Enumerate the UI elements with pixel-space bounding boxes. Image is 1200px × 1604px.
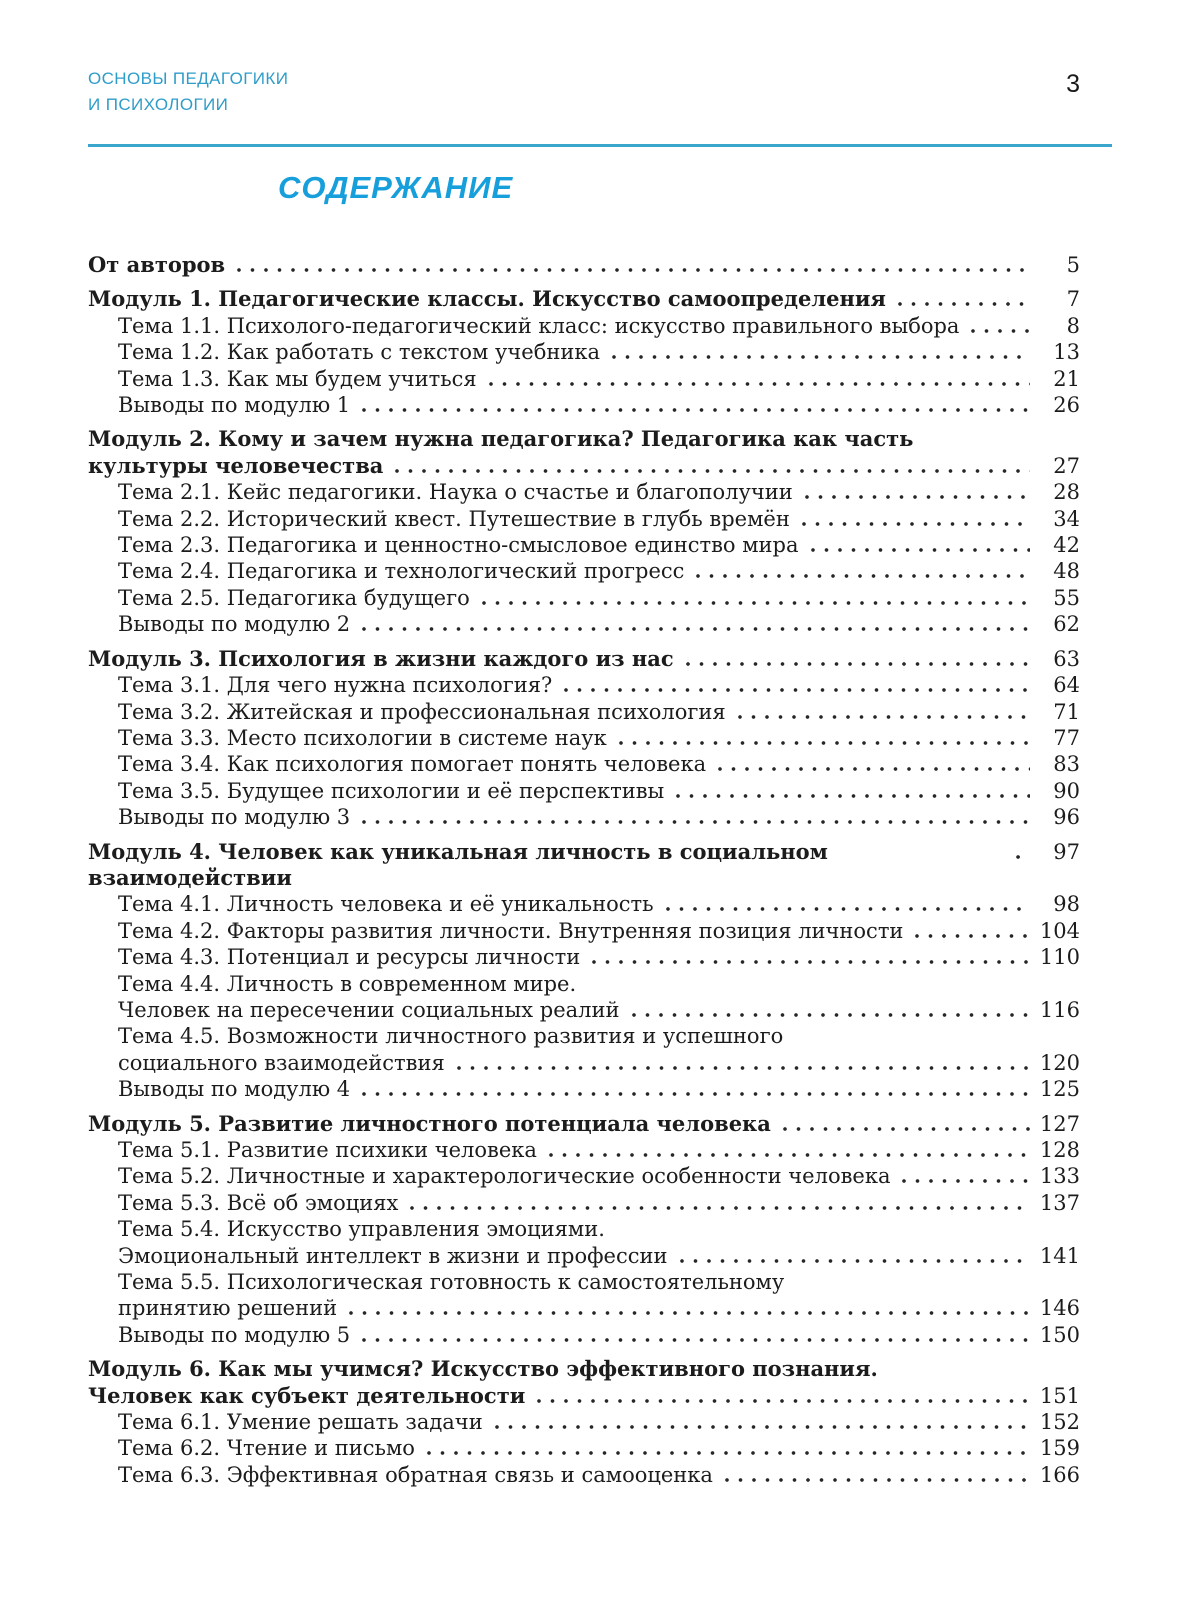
- toc-row: [88, 699, 1080, 725]
- toc-entry-text: Тема 3.2. Житейская и профессиональная психология: [118, 699, 726, 724]
- toc-row: [88, 751, 1080, 777]
- toc-row: [88, 1243, 1080, 1269]
- toc-entry-text: Выводы по модулю 5: [118, 1322, 351, 1347]
- toc-row: [88, 918, 1080, 944]
- toc-row: [88, 585, 1080, 611]
- toc-entry-text: Тема 3.5. Будущее психологии и её перспективы: [118, 778, 665, 803]
- toc-page-number: 28: [1053, 480, 1080, 505]
- toc-entry-text: Выводы по модулю 3: [118, 805, 351, 830]
- toc-entry-text: Тема 4.2. Факторы развития личности. Внутренняя позиция личности: [118, 918, 904, 943]
- toc-page-number: 104: [1039, 918, 1080, 943]
- dot-leader: [686, 662, 1030, 666]
- toc-page-number: 27: [1053, 453, 1080, 478]
- toc-row: [88, 1295, 1080, 1321]
- running-header: [88, 66, 288, 118]
- toc-entry-text: Тема 4.3. Потенциал и ресурсы личности: [118, 945, 581, 970]
- toc-entry-text: Эмоциональный интеллект в жизни и профессии: [118, 1243, 668, 1268]
- dot-leader: [427, 1451, 1030, 1455]
- running-header-line1: ОСНОВЫ ПЕДАГОГИКИ: [88, 69, 289, 88]
- toc-page-number: 141: [1039, 1243, 1080, 1268]
- toc-entry-text: Тема 2.5. Педагогика будущего: [118, 585, 470, 610]
- toc-row: [88, 778, 1080, 804]
- toc-entry-text: Тема 2.1. Кейс педагогики. Наука о счастье и благополучии: [118, 480, 793, 505]
- dot-leader: [362, 820, 1030, 824]
- toc-page-number: 137: [1039, 1190, 1080, 1215]
- toc-row: [88, 1216, 1080, 1242]
- dot-leader: [898, 302, 1030, 306]
- toc-page-number: 96: [1053, 805, 1080, 830]
- toc-row: [88, 944, 1080, 970]
- toc-entry-text: Тема 3.1. Для чего нужна психология?: [118, 673, 553, 698]
- running-header-line2: И ПСИХОЛОГИИ: [88, 95, 229, 114]
- toc-row: [88, 1111, 1080, 1137]
- toc-row: [88, 1137, 1080, 1163]
- toc-row: [88, 339, 1080, 365]
- toc-entry-text: Тема 4.1. Личность человека и её уникальность: [118, 892, 654, 917]
- dot-leader: [362, 1338, 1030, 1342]
- dot-leader: [362, 1092, 1030, 1096]
- toc-entry-text: Тема 1.1. Психолого-педагогический класс: искусство правильного выбора: [118, 313, 960, 338]
- toc-page-number: 13: [1053, 340, 1080, 365]
- dot-leader: [549, 1153, 1030, 1157]
- toc-row: [88, 611, 1080, 637]
- toc-row: [88, 479, 1080, 505]
- toc-entry-text: Тема 4.4. Личность в современном мире.: [118, 971, 577, 996]
- toc-page-number: 128: [1039, 1138, 1080, 1162]
- toc-entry-text: Тема 6.3. Эффективная обратная связь и самооценка: [118, 1462, 713, 1487]
- toc-page-number: 133: [1039, 1164, 1080, 1189]
- toc-page-number: 62: [1053, 612, 1080, 637]
- toc-page-number: 90: [1053, 778, 1080, 803]
- toc-row: [88, 646, 1080, 672]
- toc-page-number: 42: [1053, 533, 1080, 558]
- toc-row: [88, 532, 1080, 558]
- toc-page-number: 98: [1053, 892, 1080, 917]
- dot-leader: [619, 741, 1030, 745]
- dot-leader: [725, 1478, 1030, 1482]
- toc-page-number: 166: [1039, 1462, 1080, 1487]
- dot-leader: [1016, 855, 1030, 859]
- dot-leader: [349, 1311, 1030, 1315]
- toc-entry-text: Тема 5.2. Личностные и характерологические особенности человека: [118, 1164, 891, 1189]
- toc-row: [88, 1190, 1080, 1216]
- toc-row: [88, 1322, 1080, 1348]
- toc-entry-text: Тема 4.5. Возможности личностного развития и успешного: [118, 1024, 784, 1049]
- toc-row: [88, 1462, 1080, 1488]
- dot-leader: [971, 329, 1030, 333]
- toc-page-number: 21: [1053, 366, 1080, 391]
- toc-row: [88, 1383, 1080, 1409]
- toc-page-number: 55: [1053, 585, 1080, 610]
- toc-entry-text: Тема 6.2. Чтение и письмо: [118, 1436, 415, 1461]
- toc-row: [88, 971, 1080, 997]
- dot-leader: [612, 355, 1030, 359]
- toc-row: [88, 313, 1080, 339]
- dot-leader: [805, 495, 1030, 499]
- dot-leader: [237, 268, 1030, 272]
- toc-entry-text: Тема 3.4. Как психология помогает понять человека: [118, 752, 707, 777]
- toc-row: [88, 426, 1080, 452]
- toc-page-number: 63: [1053, 646, 1080, 671]
- toc-entry-text: Модуль 1. Педагогические классы. Искусство самоопределения: [88, 286, 886, 312]
- toc-page-number: 125: [1039, 1077, 1080, 1102]
- dot-leader: [495, 1425, 1030, 1429]
- dot-leader: [362, 627, 1030, 631]
- toc-list: [88, 252, 1080, 1488]
- toc-entry-text: культуры человечества: [88, 452, 384, 478]
- toc-page-number: 152: [1039, 1410, 1080, 1435]
- toc-entry-text: Тема 5.3. Всё об эмоциях: [118, 1190, 399, 1215]
- page-number: 3: [1066, 70, 1080, 98]
- dot-leader: [696, 574, 1030, 578]
- toc-page-number: 97: [1053, 839, 1080, 864]
- dot-leader: [718, 767, 1030, 771]
- toc-entry-text: Модуль 3. Психология в жизни каждого из нас: [88, 645, 674, 671]
- toc-page-number: 151: [1039, 1383, 1080, 1408]
- toc-row: [88, 1435, 1080, 1461]
- toc-entry-text: Тема 1.2. Как работать с текстом учебника: [118, 340, 600, 365]
- toc-entry-text: Тема 2.4. Педагогика и технологический прогресс: [118, 559, 685, 584]
- toc-entry-text: Тема 3.3. Место психологии в системе наук: [118, 725, 607, 750]
- toc-page-number: 116: [1039, 997, 1080, 1022]
- toc-entry-text: Тема 5.1. Развитие психики человека: [118, 1138, 537, 1162]
- header-rule: [88, 144, 1112, 147]
- dot-leader: [915, 934, 1030, 938]
- toc-entry-text: Человек на пересечении социальных реалий: [118, 997, 620, 1022]
- toc-entry-text: Тема 2.2. Исторический квест. Путешествие в глубь времён: [118, 506, 790, 531]
- toc-row: [88, 453, 1080, 479]
- toc-row: [88, 891, 1080, 917]
- toc-page-number: 5: [1066, 253, 1080, 277]
- toc-page-number: 159: [1039, 1436, 1080, 1461]
- dot-leader: [676, 794, 1030, 798]
- dot-leader: [537, 1399, 1030, 1403]
- toc-page-number: 8: [1066, 313, 1080, 338]
- toc-row: [88, 1050, 1080, 1076]
- dot-leader: [802, 522, 1030, 526]
- dot-leader: [666, 907, 1030, 911]
- toc-entry-text: принятию решений: [118, 1296, 338, 1321]
- toc-entry-text: Человек как субъект деятельности: [88, 1382, 526, 1408]
- dot-leader: [811, 548, 1030, 552]
- page-title: СОДЕРЖАНИЕ: [278, 170, 514, 205]
- toc-row: [88, 997, 1080, 1023]
- toc-page-number: 7: [1066, 287, 1080, 312]
- toc-row: [88, 839, 1080, 892]
- toc-page-number: 146: [1039, 1296, 1080, 1321]
- dot-leader: [482, 601, 1030, 605]
- toc-entry-text: Тема 6.1. Умение решать задачи: [118, 1410, 483, 1435]
- toc-entry-text: Тема 2.3. Педагогика и ценностно-смысловое единство мира: [118, 533, 799, 558]
- toc-row: [88, 366, 1080, 392]
- dot-leader: [680, 1259, 1031, 1263]
- toc-entry-text: Выводы по модулю 2: [118, 612, 351, 637]
- toc-entry-text: Выводы по модулю 4: [118, 1077, 351, 1102]
- toc-page-number: 48: [1053, 559, 1080, 584]
- dot-leader: [457, 1066, 1030, 1070]
- dot-leader: [902, 1179, 1030, 1183]
- toc-page-number: 83: [1053, 752, 1080, 777]
- toc-row: [88, 1269, 1080, 1295]
- toc-row: [88, 252, 1080, 278]
- toc-page-number: 110: [1039, 945, 1080, 970]
- dot-leader: [738, 715, 1030, 719]
- toc-row: [88, 558, 1080, 584]
- toc-row: [88, 672, 1080, 698]
- dot-leader: [564, 688, 1030, 692]
- toc-entry-text: Модуль 4. Человек как уникальная личность в социальном взаимодействии: [88, 838, 836, 890]
- dot-leader: [489, 382, 1030, 386]
- toc-entry-text: социального взаимодействия: [118, 1050, 445, 1075]
- toc-page-number: 26: [1053, 393, 1080, 418]
- toc-row: [88, 506, 1080, 532]
- dot-leader: [592, 960, 1030, 964]
- toc-entry-text: Модуль 6. Как мы учимся? Искусство эффективного познания.: [88, 1356, 878, 1382]
- toc-page-number: 71: [1053, 699, 1080, 724]
- toc-row: [88, 392, 1080, 418]
- toc-entry-text: Модуль 5. Развитие личностного потенциала человека: [88, 1110, 771, 1136]
- toc-page-number: 150: [1039, 1322, 1080, 1347]
- toc-row: [88, 1023, 1080, 1049]
- dot-leader: [632, 1013, 1031, 1017]
- dot-leader: [395, 469, 1030, 473]
- toc-page-number: 77: [1053, 725, 1080, 750]
- toc-page-number: 64: [1053, 673, 1080, 698]
- toc-entry-text: Тема 5.5. Психологическая готовность к самостоятельному: [118, 1270, 785, 1295]
- toc-row: [88, 1076, 1080, 1102]
- toc-row: [88, 804, 1080, 830]
- dot-leader: [362, 408, 1030, 412]
- toc-row: [88, 1409, 1080, 1435]
- toc-row: [88, 725, 1080, 751]
- toc-row: [88, 1163, 1080, 1189]
- toc-row: [88, 286, 1080, 312]
- toc-entry-text: Тема 1.3. Как мы будем учиться: [118, 366, 477, 391]
- toc-page-number: 120: [1039, 1050, 1080, 1075]
- toc-entry-text: Выводы по модулю 1: [118, 393, 351, 418]
- dot-leader: [783, 1127, 1030, 1131]
- toc-page-number: 34: [1053, 506, 1080, 531]
- toc-row: [88, 1356, 1080, 1382]
- toc-entry-text: От авторов: [88, 252, 226, 277]
- toc-entry-text: Модуль 2. Кому и зачем нужна педагогика? Педагогика как часть: [88, 426, 914, 452]
- toc-entry-text: Тема 5.4. Искусство управления эмоциями.: [118, 1217, 605, 1242]
- toc-page-number: 127: [1039, 1111, 1080, 1136]
- dot-leader: [410, 1206, 1030, 1210]
